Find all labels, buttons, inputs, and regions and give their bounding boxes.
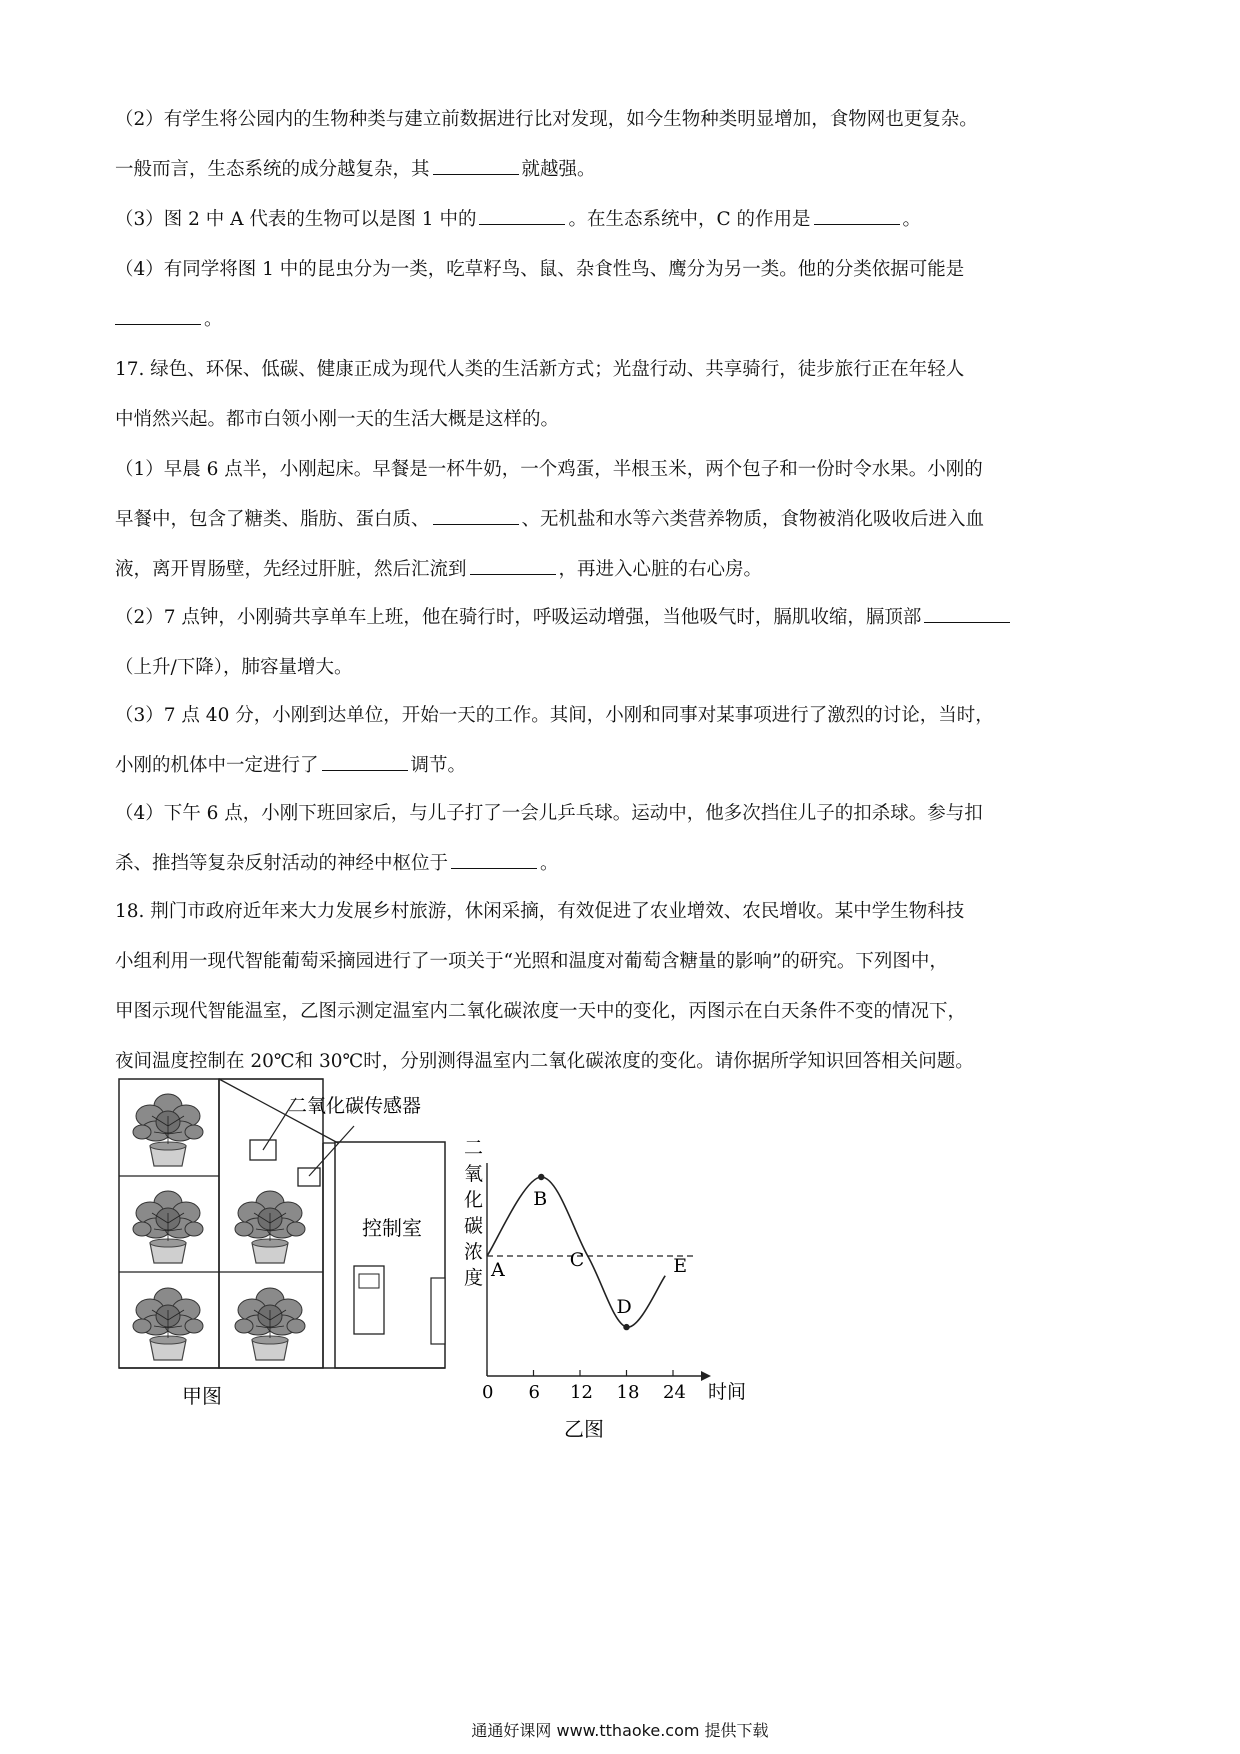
point-d-marker — [623, 1324, 629, 1330]
x-tick-label: 6 — [528, 1382, 540, 1403]
figure-area — [118, 1078, 838, 1478]
figure-jia-caption: 甲图 — [182, 1384, 222, 1408]
x-tick-label: 18 — [616, 1382, 640, 1403]
x-tick-label: 0 — [482, 1382, 494, 1403]
point-b-label: B — [533, 1188, 548, 1210]
x-tick-label: 24 — [663, 1382, 686, 1403]
q17-part3: （3）7 点 40 分，小刚到达单位，开始一天的工作。其间，小刚和同事对某事项进行了激烈的讨论，当时， 小刚的机体中一定进行了 调节。 — [115, 705, 994, 776]
point-d-label: D — [616, 1296, 632, 1319]
q17-part2: （2）7 点钟，小刚骑共享单车上班，他在骑行时，呼吸运动增强，当他吸气时，膈肌收缩，膈顶部 （上升/下降），肺容量增大。 — [115, 593, 1130, 693]
plant-icon — [235, 1288, 305, 1360]
plant-icon — [235, 1191, 305, 1263]
greenhouse-diagram — [119, 1078, 445, 1408]
point-b-marker — [538, 1174, 544, 1180]
plant-icon — [133, 1191, 203, 1263]
answer-blank[interactable] — [470, 554, 556, 575]
plant-icon — [133, 1288, 203, 1360]
control-room-label: 控制室 — [362, 1216, 422, 1240]
figure-yi-caption: 乙图 — [564, 1417, 604, 1441]
q16-part4: （4）有同学将图 1 中的昆虫分为一类，吃草籽鸟、鼠、杂食性鸟、鹰分为另一类。他的分类依据可能是 。 — [115, 259, 965, 330]
door — [431, 1278, 445, 1344]
y-axis-label-text: 二氧化碳浓度 — [464, 1137, 484, 1289]
q17-intro: 17. 绿色、环保、低碳、健康正成为现代人类的生活新方式；光盘行动、共享骑行，徒步旅行正在年轻人 中悄然兴起。都市白领小刚一天的生活大概是这样的。 — [115, 359, 965, 430]
co2-chart — [464, 1078, 746, 1441]
x-tick-label: 12 — [570, 1382, 593, 1403]
q17-part4: （4）下午 6 点，小刚下班回家后，与儿子打了一会儿乒乓球。运动中，他多次挡住儿子的扣杀球。参与扣 杀、推挡等复杂反射活动的神经中枢位于 。 — [115, 803, 983, 874]
plant-icon — [133, 1094, 203, 1166]
q16-part3: （3）图 2 中 A 代表的生物可以是图 1 中的 。在生态系统中，C 的作用是 。 — [115, 195, 1130, 245]
q16-part2: （2）有学生将公园内的生物种类与建立前数据进行比对发现，如今生物种类明显增加，食物网也更复杂。 一般而言，生态系统的成分越复杂，其 就越强。 — [115, 109, 978, 180]
page-footer: 通通好课网 www.tthaoke.com 提供下载 — [471, 1721, 769, 1740]
point-c-label: C — [569, 1249, 585, 1271]
x-axis-arrow — [701, 1371, 711, 1381]
x-axis-label: 时间 — [708, 1381, 747, 1403]
answer-blank[interactable] — [322, 750, 408, 771]
co2-sensor — [298, 1168, 320, 1186]
point-e-label: E — [673, 1254, 688, 1277]
answer-blank[interactable] — [115, 304, 201, 325]
answer-blank[interactable] — [433, 504, 519, 525]
sensor2-label: 二氧化碳传感器 — [288, 1095, 422, 1117]
answer-blank[interactable] — [814, 204, 900, 225]
point-a-label: A — [491, 1259, 505, 1281]
y-axis-label — [464, 1137, 483, 1289]
answer-blank[interactable] — [924, 602, 1010, 623]
control-room — [335, 1142, 445, 1368]
q17-part1: （1）早晨 6 点半，小刚起床。早餐是一杯牛奶，一个鸡蛋，半根玉米，两个包子和一份时令水果。小刚的 早餐中，包含了糖类、脂肪、蛋白质、 、无机盐和水等六类营养物质，食物被消化吸收后进入血 液，离开胃肠壁，先经过肝脏，然后汇流到 ，再进入心脏的右心房。 — [115, 459, 985, 580]
answer-blank[interactable] — [433, 154, 519, 175]
answer-blank[interactable] — [451, 848, 537, 869]
answer-blank[interactable] — [479, 204, 565, 225]
q18-stem: 18. 荆门市政府近年来大力发展乡村旅游，休闲采摘，有效促进了农业增效、农民增收。某中学生物科技 小组利用一现代智能葡萄采摘园进行了一项关于“光照和温度对葡萄含糖量的影响”的研究。下列图中， 甲图示现代智能温室，乙图示测定温室内二氧化碳浓度一天中的变化，丙图示在白天条件不变的情况下， 夜间温度控制在 20℃和 30℃时，分别测得温室内二氧化碳浓度的变化。请你据所学知识回答相关问题。 — [115, 901, 974, 1072]
